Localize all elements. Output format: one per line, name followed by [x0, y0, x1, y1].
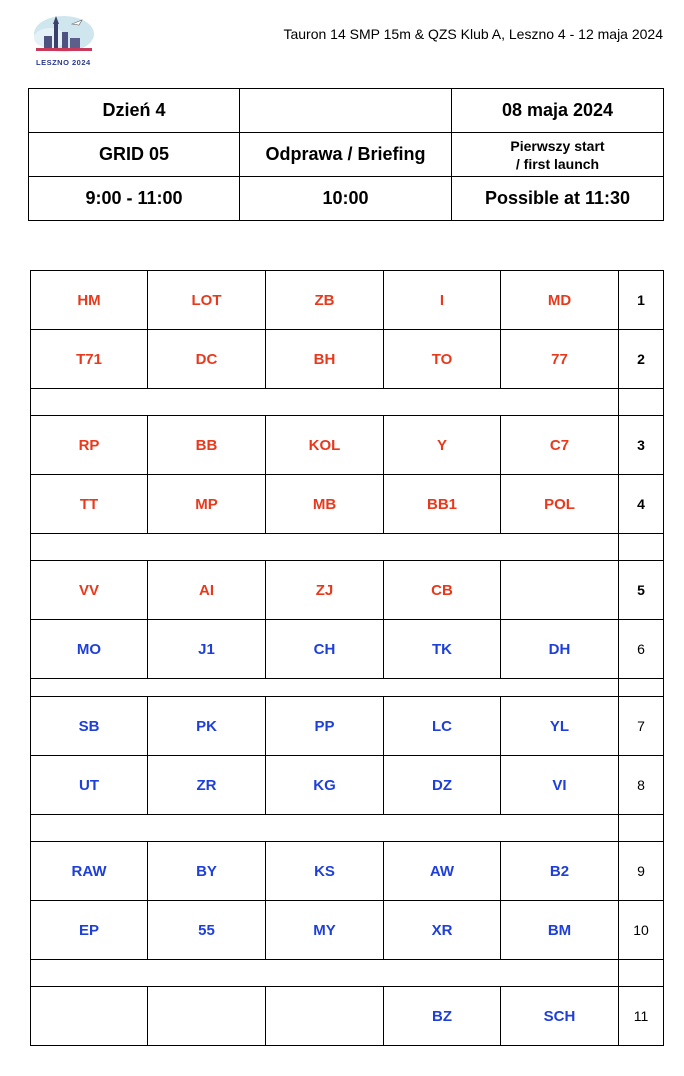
grid-row [31, 756, 664, 815]
glider-cell: TK [384, 620, 501, 679]
spacer-cell [31, 679, 619, 697]
glider-cell: RAW [31, 842, 148, 901]
spacer-row [31, 960, 664, 987]
glider-cell: KOL [266, 416, 384, 475]
glider-cell: MP [148, 475, 266, 534]
glider-cell: HM [31, 271, 148, 330]
glider-cell: I [384, 271, 501, 330]
glider-cell: 55 [148, 901, 266, 960]
glider-cell: BM [501, 901, 619, 960]
glider-cell: ZJ [266, 561, 384, 620]
glider-cell: MY [266, 901, 384, 960]
glider-cell: MB [266, 475, 384, 534]
row-number: 9 [619, 842, 664, 901]
glider-cell: DZ [384, 756, 501, 815]
event-logo [28, 14, 98, 70]
glider-cell: PK [148, 697, 266, 756]
row-number: 6 [619, 620, 664, 679]
grid-row [31, 330, 664, 389]
spacer-cell [619, 389, 664, 416]
glider-cell [501, 561, 619, 620]
glider-cell: DC [148, 330, 266, 389]
spacer-cell [619, 815, 664, 842]
glider-cell: UT [31, 756, 148, 815]
grid-row [31, 271, 664, 330]
grid-row [31, 697, 664, 756]
spacer-cell [619, 960, 664, 987]
glider-cell: YL [501, 697, 619, 756]
spacer-cell [31, 960, 619, 987]
spacer-row [31, 534, 664, 561]
glider-cell: CH [266, 620, 384, 679]
glider-cell: POL [501, 475, 619, 534]
glider-cell: VI [501, 756, 619, 815]
glider-cell: AW [384, 842, 501, 901]
first-launch-line1: Pierwszy start [510, 137, 605, 154]
glider-cell: BZ [384, 987, 501, 1046]
glider-cell: CB [384, 561, 501, 620]
row-number: 3 [619, 416, 664, 475]
grid-table [30, 270, 664, 1046]
grid-label: GRID 05 [29, 133, 240, 177]
glider-cell: LOT [148, 271, 266, 330]
glider-cell: ZB [266, 271, 384, 330]
first-launch-line2: / first launch [515, 155, 600, 172]
glider-cell: BB [148, 416, 266, 475]
row-number: 4 [619, 475, 664, 534]
spacer-row [31, 679, 664, 697]
glider-cell: T71 [31, 330, 148, 389]
document-title: Tauron 14 SMP 15m & QZS Klub A, Leszno 4 - 12 maja 2024 [283, 26, 663, 42]
glider-cell: XR [384, 901, 501, 960]
glider-cell [266, 987, 384, 1046]
glider-cell: MO [31, 620, 148, 679]
grid-row [31, 987, 664, 1046]
glider-cell: ZR [148, 756, 266, 815]
row-number: 11 [619, 987, 664, 1046]
row-number: 1 [619, 271, 664, 330]
spacer-cell [619, 534, 664, 561]
grid-row [31, 416, 664, 475]
glider-cell: LC [384, 697, 501, 756]
glider-cell: TT [31, 475, 148, 534]
glider-cell: SB [31, 697, 148, 756]
spacer-cell [31, 389, 619, 416]
first-launch-label [452, 133, 664, 177]
glider-cell: 77 [501, 330, 619, 389]
spacer-row [31, 815, 664, 842]
logo-text: LESZNO 2024 [36, 58, 91, 67]
grid-row [31, 901, 664, 960]
empty-cell [240, 89, 452, 133]
info-table [28, 88, 664, 221]
glider-cell [31, 987, 148, 1046]
glider-cell: BH [266, 330, 384, 389]
briefing-time: 10:00 [240, 177, 452, 221]
glider-cell: MD [501, 271, 619, 330]
row-number: 2 [619, 330, 664, 389]
glider-cell: Y [384, 416, 501, 475]
glider-cell: C7 [501, 416, 619, 475]
grid-row [31, 620, 664, 679]
glider-cell: PP [266, 697, 384, 756]
glider-cell: DH [501, 620, 619, 679]
grid-time: 9:00 - 11:00 [29, 177, 240, 221]
glider-cell [148, 987, 266, 1046]
spacer-cell [31, 534, 619, 561]
glider-cell: KS [266, 842, 384, 901]
spacer-row [31, 389, 664, 416]
glider-cell: VV [31, 561, 148, 620]
spacer-cell [619, 679, 664, 697]
row-number: 10 [619, 901, 664, 960]
glider-cell: TO [384, 330, 501, 389]
glider-cell: B2 [501, 842, 619, 901]
briefing-label: Odprawa / Briefing [240, 133, 452, 177]
glider-cell: BY [148, 842, 266, 901]
row-number: 5 [619, 561, 664, 620]
grid-row [31, 842, 664, 901]
glider-cell: J1 [148, 620, 266, 679]
row-number: 7 [619, 697, 664, 756]
grid-row [31, 561, 664, 620]
glider-cell: KG [266, 756, 384, 815]
glider-cell: EP [31, 901, 148, 960]
spacer-cell [31, 815, 619, 842]
glider-cell: BB1 [384, 475, 501, 534]
date-label: 08 maja 2024 [452, 89, 664, 133]
row-number: 8 [619, 756, 664, 815]
day-label: Dzień 4 [29, 89, 240, 133]
launch-time: Possible at 11:30 [452, 177, 664, 221]
glider-cell: RP [31, 416, 148, 475]
glider-cell: SCH [501, 987, 619, 1046]
glider-cell: AI [148, 561, 266, 620]
grid-row [31, 475, 664, 534]
